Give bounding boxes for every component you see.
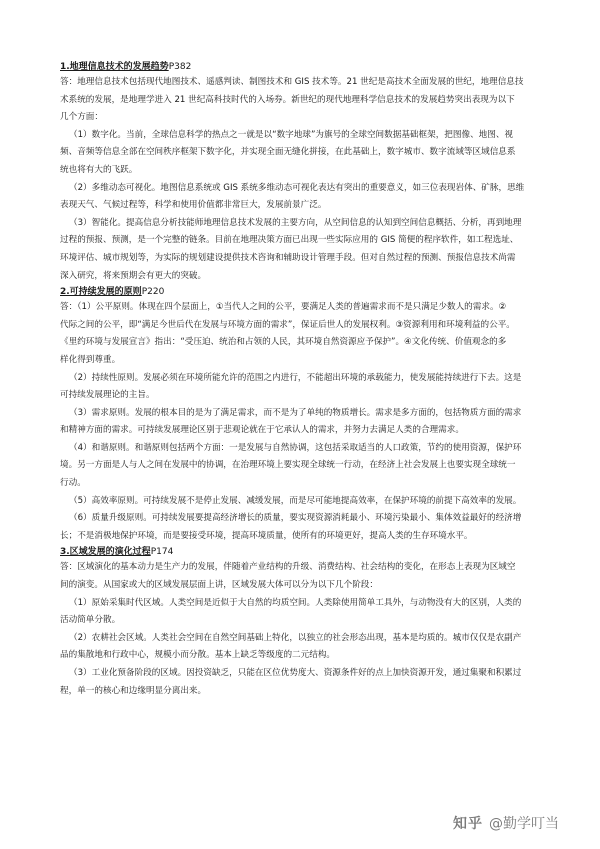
watermark <box>453 812 583 834</box>
text-line: （2）持续性原则。发展必须在环境所能允许的范围之内进行，不能超出环境的承载能力，使发展能持续进行下去。这是 <box>69 372 522 383</box>
section-heading <box>60 60 548 74</box>
text-line: 程，单一的核心和边缘明显分离出来。 <box>60 685 207 696</box>
text-line: 术系统的发展，是地理学进入 21 世纪高科技时代的入场券。新世纪的现代地理科学信息技术的发展趋势突出表现为以下 <box>60 94 515 105</box>
text-line: 过程的预报、预测，是一个完整的链条。目前在地理决策方面已出现一些实际应用的 GIS 简便的程序软件，如工程选址、 <box>60 235 519 246</box>
text-line: 答：（1）公平原则。体现在四个层面上，①当代人之间的公平，要满足人类的普遍需求而不是只满足少数人的需求。② <box>60 302 507 313</box>
text-line: （1）数字化。当前，全球信息科学的热点之一就是以“数字地球”为旗号的全球空间数据基础框架，把图像、地图、视 <box>69 129 514 140</box>
section-title: 2.可持续发展的原则 <box>60 287 142 298</box>
text-line: （4）和谐原则。和谐原则包括两个方面：一是发展与自然协调，这包括采取适当的人口政策，节约的使用资源，保护环 <box>69 442 522 453</box>
text-line: 频、音频等信息全部在空间秩序框架下数字化，并实现全面无缝化拼接，在此基础上，数字城市、数字流域等区域信息系 <box>60 147 516 158</box>
text-line: 品的集散地和行政中心，规模小而分散。基本上缺乏等级度的二元结构。 <box>60 650 336 661</box>
text-line: 统也将有大的飞跃。 <box>60 164 138 175</box>
section-3 <box>60 545 548 700</box>
text-line: （3）工业化预备阶段的区域。因投资缺乏，只能在区位优势度大、资源条件好的点上加快资源开发，通过集聚和积累过 <box>69 668 522 678</box>
section-page-ref: P220 <box>141 287 165 298</box>
document-page <box>60 60 548 700</box>
text-line: 行动。 <box>60 478 86 489</box>
text-line: 和精神方面的需求。可持续发展理论区别于悲观论就在于它承认人的需求，并努力去满足人类的合理需求。 <box>60 425 464 436</box>
text-line: 几个方面： <box>60 112 103 123</box>
section-page-ref: P382 <box>168 62 192 72</box>
section-title: 3.区域发展的演化过程 <box>60 547 151 558</box>
section-heading <box>60 545 548 559</box>
section-page-ref: P174 <box>150 547 174 558</box>
text-line: 《里约环境与发展宣言》指出：“受压迫、统治和占领的人民，其环境自然资源应予保护”。④文化传统、价值观念的多 <box>60 337 507 348</box>
section-1 <box>60 60 548 285</box>
text-line: （5）高效率原则。可持续发展不是停止发展、减缓发展，而是尽可能地提高效率，在保护环境的前提下高效率的发展。 <box>69 495 522 506</box>
section-title: 1.地理信息技术的发展趋势 <box>60 62 169 72</box>
section-heading <box>60 285 548 299</box>
text-line: （2）多维动态可视化。地图信息系统或 GIS 系统多维动态可视化表达有突出的重要意义，如三位表现岩体、矿脉，思维 <box>69 182 525 193</box>
watermark-handle: @勤学叮当 <box>489 816 559 832</box>
text-line: （6）质量升级原则。可持续发展要提高经济增长的质量，要实现资源消耗最小、环境污染最小、集体效益最好的经济增 <box>69 513 522 524</box>
text-line: 样化得到尊重。 <box>60 354 121 365</box>
text-line: （3）智能化。提高信息分析技能师地理信息技术发展的主要方向，从空间信息的认知到空间信息概括、分析，再到地理 <box>69 217 522 228</box>
section-2 <box>60 285 548 545</box>
text-line: （3）需求原则。发展的根本目的是为了满足需求，而不是为了单纯的物质增长。需求是多方面的，包括物质方面的需求 <box>69 407 522 418</box>
text-line: 答：地理信息技术包括现代地图技术、遥感判读、制图技术和 GIS 技术等。21 世纪是高技术全面发展的世纪，地理信息技 <box>60 77 524 87</box>
watermark-platform: 知乎 <box>453 816 483 832</box>
text-line: 可持续发展理论的主旨。 <box>60 390 155 401</box>
text-line: 间的演变。从国家或大的区域发展层面上讲，区域发展大体可以分为以下几个阶段： <box>60 580 378 591</box>
text-line: 环境评估、城市规划等，为实际的规划建设提供技术咨询和辅助设计管理手段。但对自然过程的预测、预报信息技术尚需 <box>60 252 516 263</box>
text-line: （1）原始采集时代区域。人类空间是近似于大自然的均质空间。人类除使用简单工具外，与动物没有大的区别，人类的 <box>69 597 522 608</box>
text-line: 深入研究，将来预期会有更大的突破。 <box>60 270 207 281</box>
text-line: 长；不是消极地保护环境，而是要接受环境，提高环境质量，使所有的环境更好，提高人类的生存环境水平。 <box>60 530 473 541</box>
text-line: 表现天气、气候过程等，科学和使用价值都非常巨大，发展前景广泛。 <box>60 200 327 211</box>
text-line: 境。另一方面是人与人之间在发展中的协调，在治理环境上要实现全球统一行动，在经济上社会发展上也要实现全球统一 <box>60 460 516 471</box>
text-line: 代际之间的公平，即“满足今世后代在发展与环境方面的需求”，保证后世人的发展权利。③资源利用和环境利益的公平。 <box>60 319 515 330</box>
text-line: （2）农耕社会区域。人类社会空间在自然空间基础上特化，以独立的社会形态出现，基本是均质的。城市仅仅是农副产 <box>69 632 522 643</box>
text-line: 答：区域演化的基本动力是生产力的发展，伴随着产业结构的升级、消费结构、社会结构的变化，在形态上表现为区域空 <box>60 562 516 573</box>
text-line: 活动简单分散。 <box>60 615 121 626</box>
